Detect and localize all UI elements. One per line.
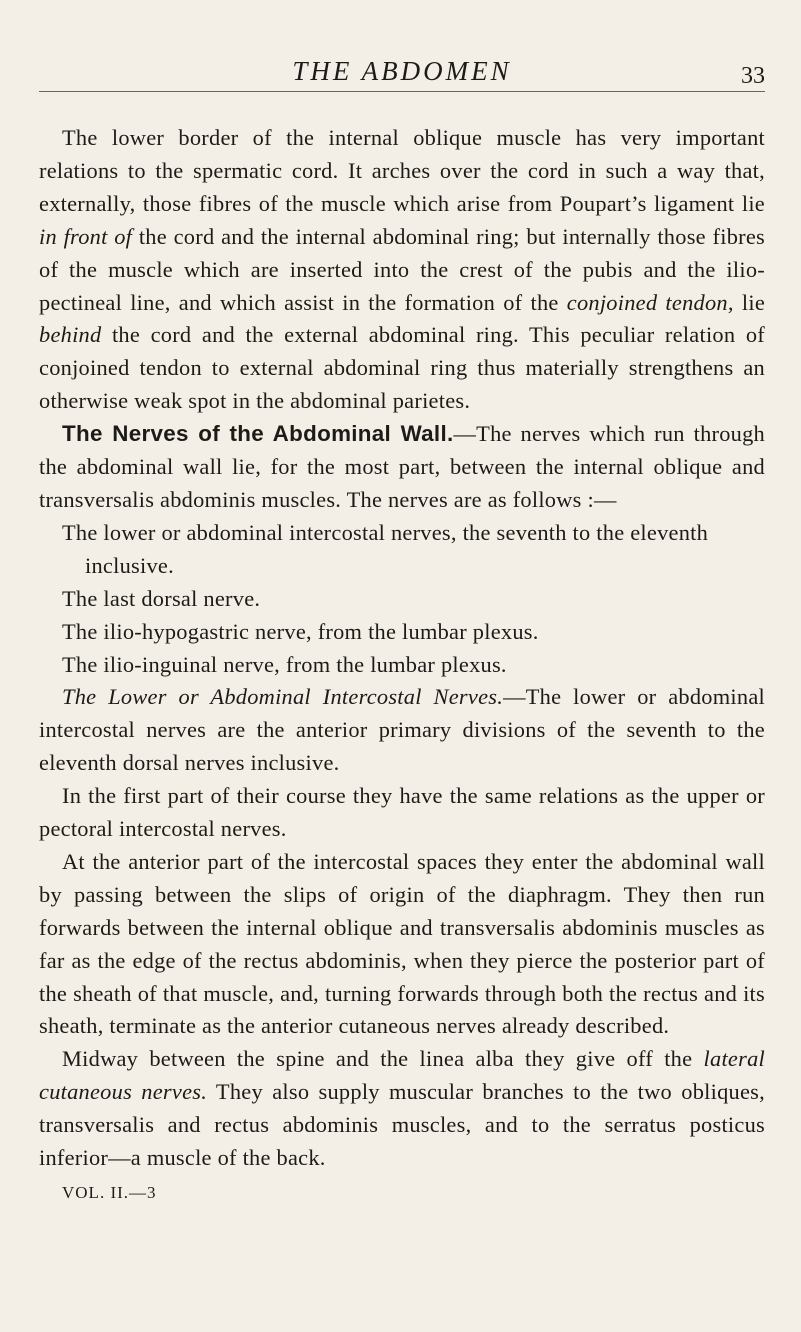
list-item-ilio-hypogastric: The ilio-hypogastric nerve, from the lumbar plexus. <box>62 618 539 644</box>
italic-run: in front of <box>39 223 133 249</box>
italic-run: conjoined tendon, <box>566 289 734 315</box>
text-run: The lower border of the internal oblique muscle has very important relations to the spermatic cord. It arches over the cord in such a way that, externally, those fibres of the muscle which arise from Poupart’s ligament lie <box>39 125 765 216</box>
list-item-last-dorsal: The last dorsal nerve. <box>62 585 261 611</box>
volume-signature: VOL. II.—3 <box>62 1183 157 1202</box>
paragraph-nerves-of-wall <box>39 418 765 517</box>
paragraph-anterior-part: At the anterior part of the intercostal spaces they enter the abdominal wall by passing between the slips of origin of the diaphragm. They then run forwards between the internal oblique and transversalis abdominis muscles as far as the edge of the rectus abdominis, when they pierce the posterior part of the sheath of that muscle, and, turning forwards through both the rectus and its sheath, terminate as the anterior cutaneous nerves already described. <box>39 848 765 1039</box>
italic-run: lateral cutaneous nerves. <box>39 1046 765 1105</box>
text-run: —The nerves which run through the abdominal wall lie, for the most part, between the internal oblique and transversalis abdominis muscles. The nerves are as follows :— <box>39 421 765 512</box>
section-heading: The Nerves of the Abdominal Wall. <box>62 421 454 447</box>
text-run: They also supply muscular branches to the two obliques, transversalis and rectus abdominis muscles, and to the serratus posticus inferior—a muscle of the back. <box>39 1079 765 1171</box>
text-run: the cord and the external abdominal ring. This peculiar relation of conjoined tendon to external abdominal ring thus materially strengthens an otherwise weak spot in the abdominal parietes. <box>39 322 765 414</box>
list-item-ilio-inguinal: The ilio-inguinal nerve, from the lumbar plexus. <box>62 651 507 677</box>
list-item-intercostal: The lower or abdominal intercostal nerves, the seventh to the eleventh inclusive. <box>62 519 709 578</box>
text-run: —The lower or abdominal intercostal nerves are the anterior primary divisions of the seventh to the eleventh dorsal nerves inclusive. <box>39 684 765 776</box>
text-run: the cord and the internal abdominal ring; but internally those fibres of the muscle which are inserted into the crest of the pubis and the ilio-pectineal line, and which assist in the formation of the <box>39 223 765 315</box>
italic-run: behind <box>39 322 102 348</box>
running-title: THE ABDOMEN <box>292 56 512 86</box>
running-header <box>39 0 765 92</box>
page-body <box>39 92 765 1210</box>
paragraph-lateral-cutaneous <box>39 1043 765 1175</box>
subsection-heading: The Lower or Abdominal Intercostal Nerves. <box>62 684 504 710</box>
page-number: 33 <box>741 63 765 89</box>
text-run: Midway between the spine and the linea alba they give off the <box>62 1046 704 1072</box>
paragraph-internal-oblique <box>39 122 765 418</box>
paragraph-first-part-course: In the first part of their course they have the same relations as the upper or pectoral intercostal nerves. <box>39 783 765 842</box>
header-rule <box>39 91 765 92</box>
paragraph-lower-intercostal <box>39 681 765 780</box>
text-run: lie <box>733 289 766 315</box>
